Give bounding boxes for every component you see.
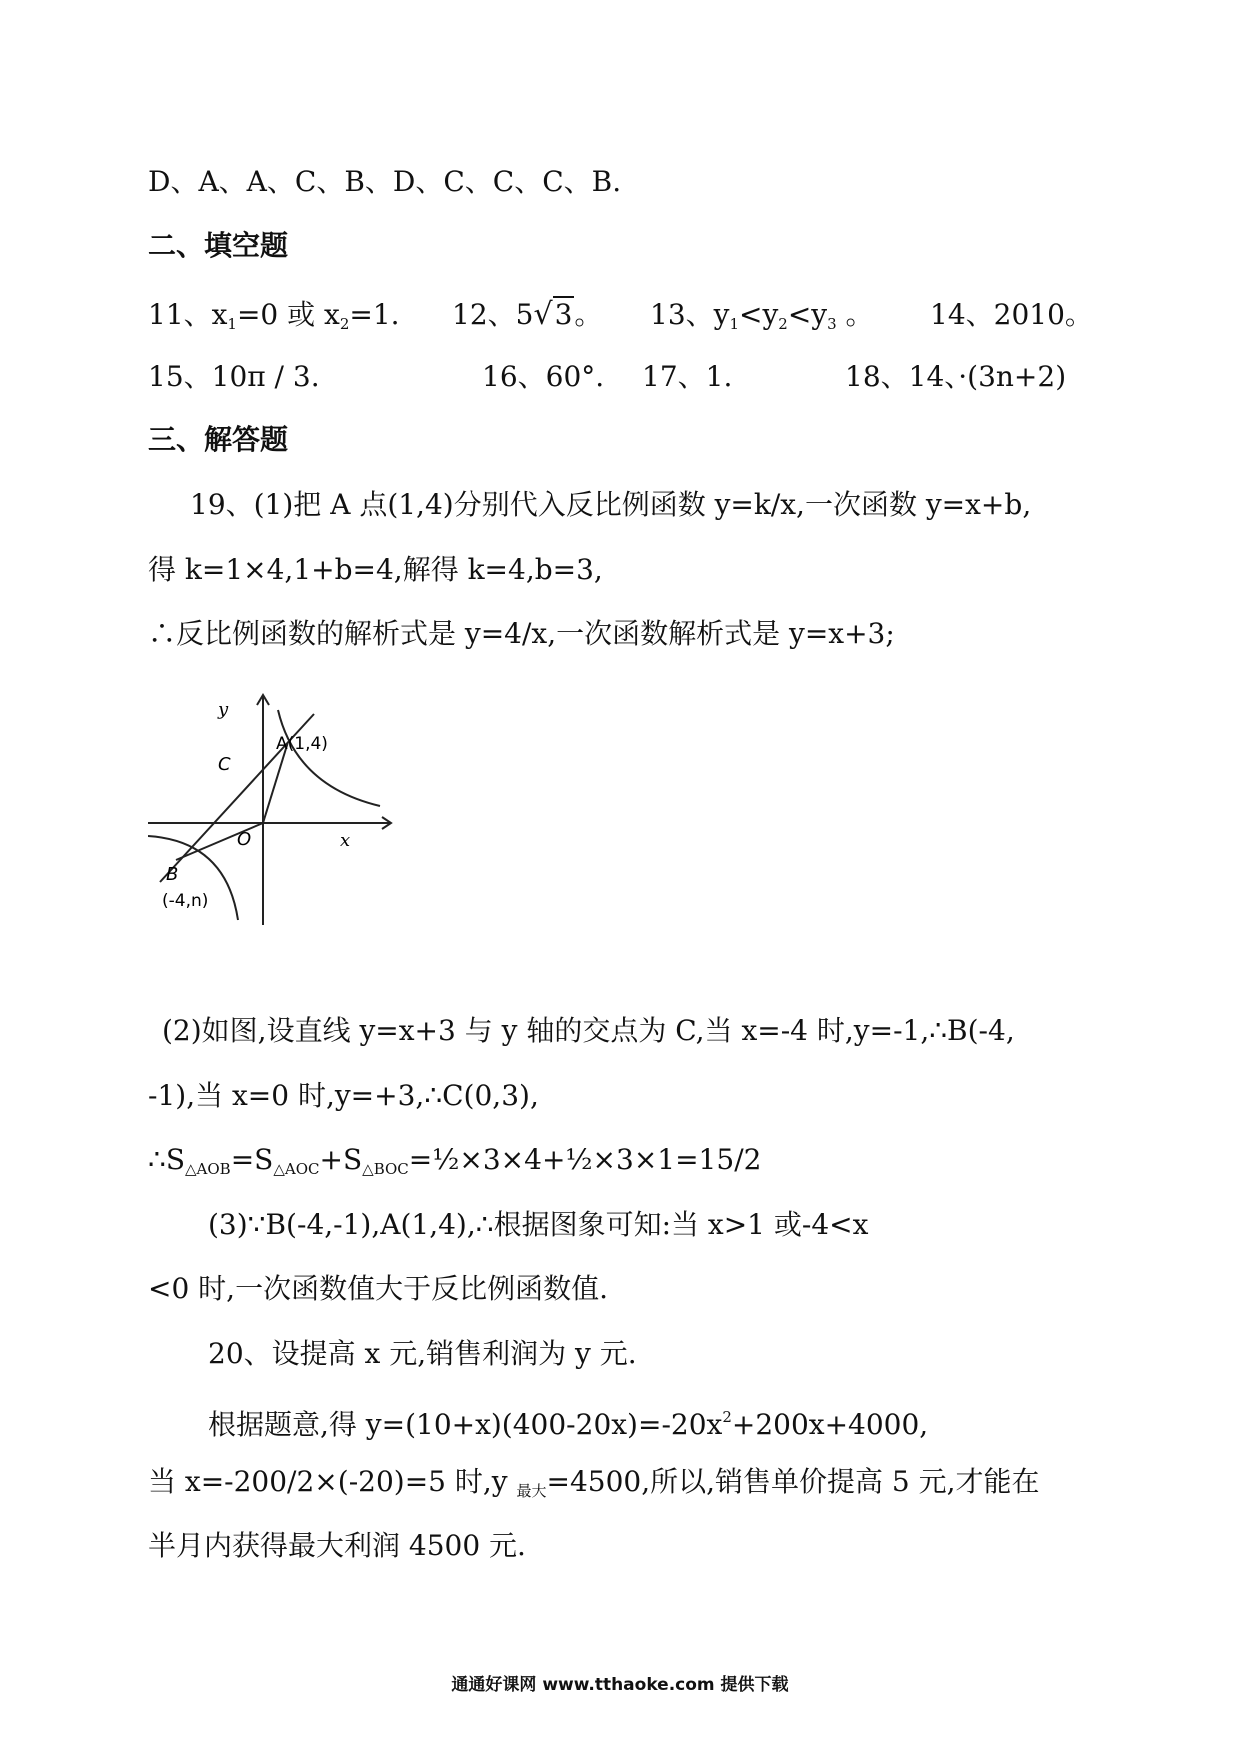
answer-15: 15、10π / 3.	[148, 360, 320, 393]
q19-part3-line1: (3)∵B(-4,-1),A(1,4),∴根据图象可知:当 x>1 或-4<x	[208, 1208, 869, 1241]
q19-line1: 19、(1)把 A 点(1,4)分别代入反比例函数 y=k/x,一次函数 y=x+b,	[190, 488, 1032, 521]
page-footer: 通通好课网 www.tthaoke.com 提供下载	[451, 1675, 789, 1695]
answer-12: 12、5√3。	[452, 297, 603, 332]
hyperbola-branch-first-quadrant	[278, 710, 380, 806]
section2-heading: 二、填空题	[148, 229, 289, 262]
q19-part2-line1: (2)如图,设直线 y=x+3 与 y 轴的交点为 C,当 x=-4 时,y=-1,∴B(-4,	[162, 1014, 1015, 1047]
x-axis-label: x	[340, 830, 351, 851]
q20-line1: 20、设提高 x 元,销售利润为 y 元.	[208, 1337, 637, 1370]
q19-line2: 得 k=1×4,1+b=4,解得 k=4,b=3,	[148, 553, 603, 586]
sqrt-expression: 5√3	[515, 297, 573, 332]
answer-11: 11、$x_1=0$ 或 $x_2=1$.	[148, 298, 400, 333]
point-c-label: C	[218, 754, 231, 775]
point-a-label: A(1,4)	[276, 734, 328, 754]
q19-part2-line2: -1),当 x=0 时,y=+3,∴C(0,3),	[148, 1079, 539, 1112]
choice-answers: D、A、A、C、B、D、C、C、C、B.	[148, 165, 622, 198]
function-graph	[148, 690, 408, 930]
answer-16: 16、60°.	[482, 360, 605, 393]
point-b-label: B	[166, 864, 179, 885]
q19-area-formula: $\therefore S_{\triangle AOB}=S_{\triangle AOC}+S_{\triangle BOC}=\frac{1}{2}\times 3\times 4+\frac{1}{2}\times 3\times 1=15/2$	[148, 1143, 762, 1178]
q20-line4: 半月内获得最大利润 4500 元.	[148, 1529, 526, 1562]
answer-18: 18、14、·(3n+2)	[845, 360, 1067, 393]
answer-13: 13、$y_1<y_2<y_3$ 。	[650, 298, 874, 333]
point-b-coord: (-4,n)	[162, 891, 209, 911]
q20-line2: 根据题意,得 $y=(10+x)(400-20x)=-20x^2+200x+4000$,	[208, 1408, 929, 1441]
segment-oa	[263, 742, 288, 823]
section3-heading: 三、解答题	[148, 423, 289, 456]
y-axis-label: y	[218, 699, 229, 720]
origin-label: O	[237, 829, 252, 850]
answer-17: 17、1.	[642, 360, 733, 393]
answer-14: 14、2010。	[930, 298, 1093, 331]
q19-line3: ∴反比例函数的解析式是 y=4/x,一次函数解析式是 y=x+3;	[148, 617, 895, 650]
q19-part3-line2: <0 时,一次函数值大于反比例函数值.	[148, 1272, 608, 1305]
q20-line3: 当 x=-200/2×(-20)=5 时,y $_{最大}$=4500,所以,销售单价提高 5 元,才能在	[148, 1465, 1040, 1500]
